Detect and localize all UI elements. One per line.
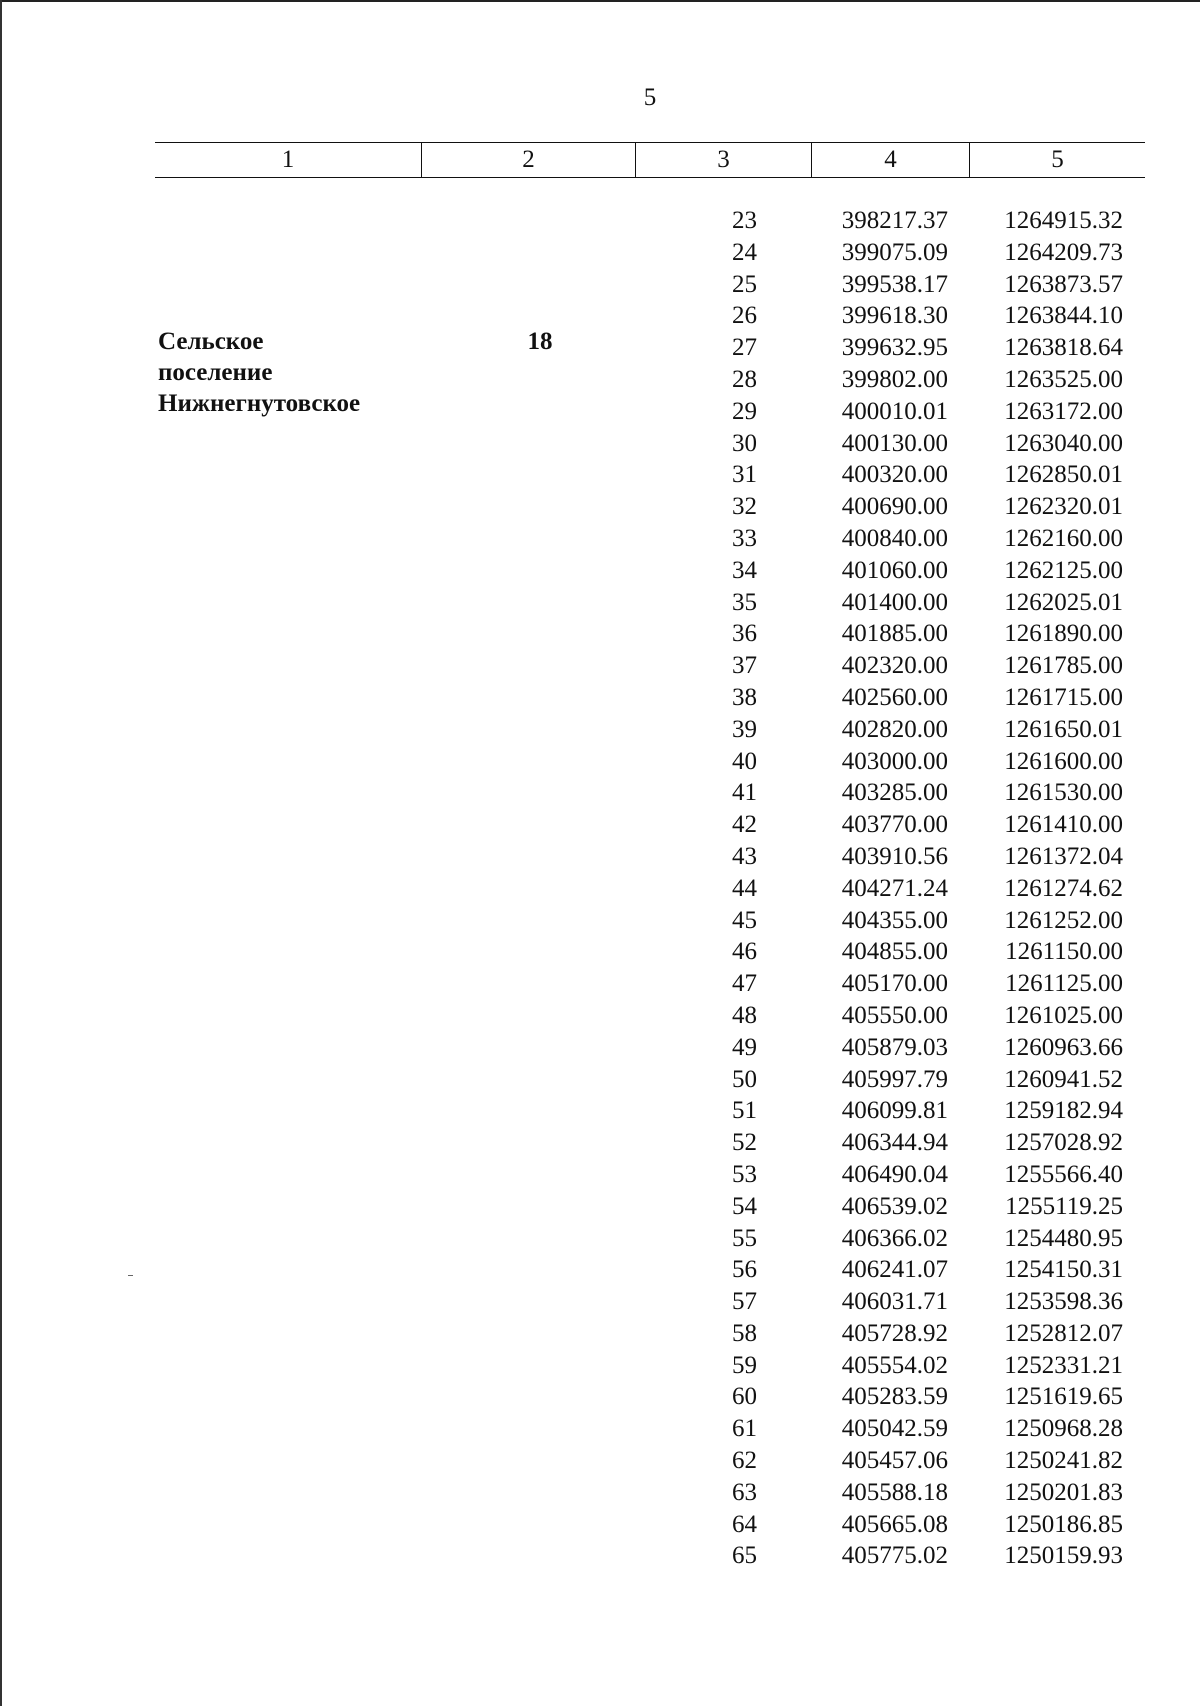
point-number-cell: 53: [732, 1160, 757, 1188]
coordinate-y-cell: 1259182.94: [1004, 1097, 1123, 1125]
table-row: [0, 491, 1200, 523]
coordinate-y-cell: 1261650.01: [1004, 715, 1123, 743]
table-row: [0, 1540, 1200, 1572]
coordinate-x-cell: 405588.18: [841, 1478, 948, 1506]
coordinate-y-cell: 1262025.01: [1004, 588, 1123, 616]
point-number-cell: 54: [732, 1192, 757, 1220]
point-number-cell: 52: [732, 1129, 757, 1157]
coordinate-y-cell: 1261025.00: [1004, 1001, 1123, 1029]
point-number-cell: 42: [732, 811, 757, 839]
coordinate-y-cell: 1262320.01: [1004, 493, 1123, 521]
coordinate-x-cell: 405775.02: [841, 1542, 948, 1570]
scan-speck: [128, 1275, 133, 1276]
coordinate-y-cell: 1257028.92: [1004, 1129, 1123, 1157]
entity-code: 18: [527, 328, 553, 355]
point-number-cell: 55: [732, 1224, 757, 1252]
point-number-cell: 51: [732, 1097, 757, 1125]
coordinate-x-cell: 406539.02: [841, 1192, 948, 1220]
table-row: [0, 396, 1200, 428]
point-number-cell: 65: [732, 1542, 757, 1570]
point-number-cell: 23: [732, 207, 757, 234]
point-number-cell: 46: [732, 938, 757, 966]
coordinate-y-cell: 1263818.64: [1004, 334, 1123, 362]
table-row: [0, 650, 1200, 682]
point-number-cell: 60: [732, 1383, 757, 1411]
table-row: [0, 1445, 1200, 1477]
coordinate-x-cell: 400320.00: [841, 461, 948, 489]
point-number-cell: 36: [732, 620, 757, 648]
table-row: [0, 1191, 1200, 1223]
table-row: [0, 841, 1200, 873]
table-row: [0, 1000, 1200, 1032]
table-row: [0, 809, 1200, 841]
point-number-cell: 35: [732, 588, 757, 616]
coordinate-x-cell: 402560.00: [841, 683, 948, 711]
coordinate-rows: [0, 205, 1200, 1572]
coordinate-x-cell: 401400.00: [841, 588, 948, 616]
coordinate-x-cell: 406344.94: [841, 1129, 948, 1157]
coordinate-y-cell: 1263172.00: [1004, 397, 1123, 425]
coordinate-y-cell: 1255119.25: [1005, 1192, 1123, 1220]
coordinate-y-cell: 1254150.31: [1004, 1256, 1123, 1284]
coordinate-x-cell: 400840.00: [841, 524, 948, 552]
coordinate-x-cell: 404855.00: [841, 938, 948, 966]
coordinate-y-cell: 1253598.36: [1004, 1288, 1123, 1316]
coordinate-x-cell: 406366.02: [841, 1224, 948, 1252]
table-row: [0, 1509, 1200, 1541]
point-number-cell: 37: [732, 652, 757, 680]
point-number-cell: 61: [732, 1415, 757, 1443]
point-number-cell: 29: [732, 397, 757, 425]
table-row: [0, 332, 1200, 364]
table-row: [0, 205, 1200, 237]
coordinate-y-cell: 1250968.28: [1004, 1415, 1123, 1443]
page-number: 5: [643, 84, 657, 111]
coordinate-x-cell: 400010.01: [841, 397, 948, 425]
coordinate-y-cell: 1251619.65: [1004, 1383, 1123, 1411]
table-row: [0, 237, 1200, 269]
coordinate-y-cell: 1252331.21: [1004, 1351, 1123, 1379]
coordinate-x-cell: 400690.00: [841, 493, 948, 521]
table-row: [0, 1286, 1200, 1318]
point-number-cell: 32: [732, 493, 757, 521]
table-row: [0, 618, 1200, 650]
coordinate-x-cell: 399632.95: [841, 334, 948, 362]
coordinate-y-cell: 1263525.00: [1004, 365, 1123, 393]
coordinate-x-cell: 399075.09: [841, 238, 948, 266]
coordinate-y-cell: 1261600.00: [1004, 747, 1123, 775]
coordinate-y-cell: 1264209.73: [1004, 238, 1123, 266]
table-row: [0, 777, 1200, 809]
point-number-cell: 40: [732, 747, 757, 775]
table-row: [0, 1254, 1200, 1286]
entity-name-line-2: поселение: [158, 359, 273, 386]
point-number-cell: 24: [732, 238, 757, 266]
table-row: [0, 428, 1200, 460]
entity-name-line-3: Нижнегнутовское: [158, 390, 361, 417]
point-number-cell: 26: [732, 302, 757, 330]
coordinate-y-cell: 1250241.82: [1004, 1447, 1123, 1475]
table-row: [0, 1159, 1200, 1191]
point-number-cell: 44: [732, 874, 757, 902]
coordinate-y-cell: 1261274.62: [1004, 874, 1123, 902]
header-cell-5: 5: [969, 143, 1145, 177]
coordinate-y-cell: 1263844.10: [1004, 302, 1123, 330]
table-row: [0, 714, 1200, 746]
coordinate-x-cell: 405728.92: [841, 1319, 948, 1347]
header-cell-2: 2: [421, 143, 635, 177]
coordinate-x-cell: 405170.00: [841, 970, 948, 998]
point-number-cell: 64: [732, 1510, 757, 1538]
point-number-cell: 57: [732, 1288, 757, 1316]
table-row: [0, 905, 1200, 937]
header-cell-1: 1: [281, 146, 295, 173]
coordinate-x-cell: 405997.79: [841, 1065, 948, 1093]
coordinate-x-cell: 403000.00: [841, 747, 948, 775]
point-number-cell: 47: [732, 970, 757, 998]
point-number-cell: 25: [732, 270, 757, 298]
table-row: [0, 1413, 1200, 1445]
point-number-cell: 38: [732, 683, 757, 711]
coordinate-x-cell: 403910.56: [841, 842, 948, 870]
coordinate-x-cell: 402320.00: [841, 652, 948, 680]
coordinate-x-cell: 400130.00: [841, 429, 948, 457]
coordinate-y-cell: 1261890.00: [1004, 620, 1123, 648]
table-row: [0, 523, 1200, 555]
coordinate-y-cell: 1263873.57: [1004, 270, 1123, 298]
point-number-cell: 58: [732, 1319, 757, 1347]
point-number-cell: 28: [732, 365, 757, 393]
header-cell-4: 4: [811, 143, 969, 177]
table-row: [0, 936, 1200, 968]
coordinate-x-cell: 404271.24: [841, 874, 948, 902]
coordinate-x-cell: 403770.00: [841, 811, 948, 839]
point-number-cell: 45: [732, 906, 757, 934]
table-row: [0, 1477, 1200, 1509]
table-row: [0, 1127, 1200, 1159]
coordinate-x-cell: 399538.17: [841, 270, 948, 298]
coordinate-y-cell: 1263040.00: [1004, 429, 1123, 457]
coordinate-x-cell: 405457.06: [841, 1447, 948, 1475]
point-number-cell: 34: [732, 556, 757, 584]
point-number-cell: 39: [732, 715, 757, 743]
coordinate-x-cell: 398217.37: [841, 207, 948, 234]
coordinate-x-cell: 406099.81: [841, 1097, 948, 1125]
point-number-cell: 41: [732, 779, 757, 807]
coordinate-y-cell: 1261150.00: [1005, 938, 1123, 966]
point-number-cell: 48: [732, 1001, 757, 1029]
coordinate-y-cell: 1252812.07: [1004, 1319, 1123, 1347]
point-number-cell: 50: [732, 1065, 757, 1093]
coordinate-y-cell: 1261372.04: [1004, 842, 1123, 870]
coordinate-x-cell: 405042.59: [841, 1415, 948, 1443]
point-number-cell: 31: [732, 461, 757, 489]
table-row: [0, 1223, 1200, 1255]
coordinate-x-cell: 406490.04: [841, 1160, 948, 1188]
point-number-cell: 27: [732, 334, 757, 362]
coordinate-x-cell: 401060.00: [841, 556, 948, 584]
coordinate-x-cell: 399618.30: [841, 302, 948, 330]
table-row: [0, 1350, 1200, 1382]
point-number-cell: 62: [732, 1447, 757, 1475]
coordinate-y-cell: 1250201.83: [1004, 1478, 1123, 1506]
table-row: [0, 459, 1200, 491]
coordinate-y-cell: 1254480.95: [1004, 1224, 1123, 1252]
coordinate-y-cell: 1255566.40: [1004, 1160, 1123, 1188]
coordinate-x-cell: 403285.00: [841, 779, 948, 807]
coordinate-x-cell: 406241.07: [841, 1256, 948, 1284]
table-row: [0, 1318, 1200, 1350]
table-row: [0, 300, 1200, 332]
table-row: [0, 1381, 1200, 1413]
point-number-cell: 56: [732, 1256, 757, 1284]
point-number-cell: 49: [732, 1033, 757, 1061]
table-header-row: [155, 142, 1145, 178]
point-number-cell: 63: [732, 1478, 757, 1506]
point-number-cell: 33: [732, 524, 757, 552]
coordinate-x-cell: 402820.00: [841, 715, 948, 743]
coordinate-y-cell: 1261530.00: [1004, 779, 1123, 807]
coordinate-y-cell: 1261410.00: [1004, 811, 1123, 839]
entity-name-line-1: Сельское: [158, 328, 264, 355]
coordinate-x-cell: 401885.00: [841, 620, 948, 648]
coordinate-x-cell: 406031.71: [841, 1288, 948, 1316]
table-row: [0, 682, 1200, 714]
table-row: [0, 587, 1200, 619]
coordinate-x-cell: 405879.03: [841, 1033, 948, 1061]
coordinate-x-cell: 405554.02: [841, 1351, 948, 1379]
point-number-cell: 59: [732, 1351, 757, 1379]
table-row: [0, 1095, 1200, 1127]
coordinate-y-cell: 1261125.00: [1005, 970, 1123, 998]
coordinate-y-cell: 1262125.00: [1004, 556, 1123, 584]
header-cell-3: 3: [635, 143, 811, 177]
table-row: [0, 968, 1200, 1000]
table-row: [0, 364, 1200, 396]
coordinate-y-cell: 1260963.66: [1004, 1033, 1123, 1061]
coordinate-y-cell: 1262850.01: [1004, 461, 1123, 489]
coordinate-x-cell: 404355.00: [841, 906, 948, 934]
coordinate-y-cell: 1262160.00: [1004, 524, 1123, 552]
coordinate-y-cell: 1250159.93: [1004, 1542, 1123, 1570]
coordinate-x-cell: 399802.00: [841, 365, 948, 393]
point-number-cell: 30: [732, 429, 757, 457]
coordinate-y-cell: 1260941.52: [1004, 1065, 1123, 1093]
table-row: [0, 1032, 1200, 1064]
point-number-cell: 43: [732, 842, 757, 870]
coordinate-x-cell: 405665.08: [841, 1510, 948, 1538]
table-row: [0, 269, 1200, 301]
coordinate-y-cell: 1261252.00: [1004, 906, 1123, 934]
coordinate-y-cell: 1261715.00: [1004, 683, 1123, 711]
coordinate-x-cell: 405283.59: [841, 1383, 948, 1411]
table-row: [0, 746, 1200, 778]
coordinate-x-cell: 405550.00: [841, 1001, 948, 1029]
table-row: [0, 873, 1200, 905]
table-row: [0, 555, 1200, 587]
coordinate-y-cell: 1250186.85: [1004, 1510, 1123, 1538]
coordinate-y-cell: 1261785.00: [1004, 652, 1123, 680]
scan-edge-top: [0, 0, 1200, 2]
coordinate-y-cell: 1264915.32: [1004, 207, 1123, 234]
table-row: [0, 1064, 1200, 1096]
